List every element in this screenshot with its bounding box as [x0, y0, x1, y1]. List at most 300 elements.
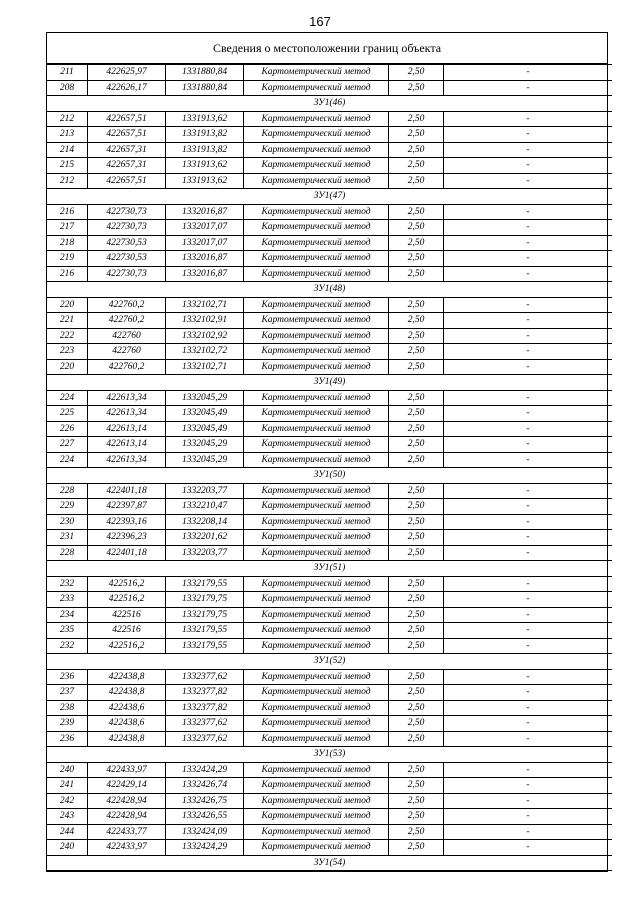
x-coordinate-cell: 422429,14	[88, 778, 166, 794]
y-coordinate-cell: 1332377,62	[166, 669, 244, 685]
point-number-cell: 238	[47, 700, 88, 716]
accuracy-cell: 2,50	[389, 313, 444, 329]
method-cell: Картометрический метод	[244, 499, 389, 515]
method-cell: Картометрический метод	[244, 328, 389, 344]
point-number-cell: 212	[47, 173, 88, 189]
point-number-cell: 227	[47, 437, 88, 453]
x-coordinate-cell: 422393,16	[88, 514, 166, 530]
note-cell: -	[444, 220, 613, 236]
x-coordinate-cell: 422516,2	[88, 638, 166, 654]
note-cell: -	[444, 437, 613, 453]
method-cell: Картометрический метод	[244, 762, 389, 778]
y-coordinate-cell: 1331913,82	[166, 142, 244, 158]
note-cell: -	[444, 111, 613, 127]
accuracy-cell: 2,50	[389, 127, 444, 143]
method-cell: Картометрический метод	[244, 840, 389, 856]
point-number-cell: 228	[47, 545, 88, 561]
accuracy-cell: 2,50	[389, 793, 444, 809]
note-cell: -	[444, 452, 613, 468]
method-cell: Картометрический метод	[244, 607, 389, 623]
y-coordinate-cell: 1332179,55	[166, 623, 244, 639]
y-coordinate-cell: 1331913,62	[166, 111, 244, 127]
parcel-label: ЗУ1(47)	[47, 189, 612, 205]
note-cell: -	[444, 685, 613, 701]
y-coordinate-cell: 1332179,55	[166, 576, 244, 592]
coordinates-table	[47, 64, 612, 871]
point-number-cell: 220	[47, 359, 88, 375]
accuracy-cell: 2,50	[389, 778, 444, 794]
table-row	[47, 251, 612, 267]
method-cell: Картометрический метод	[244, 344, 389, 360]
method-cell: Картометрический метод	[244, 514, 389, 530]
point-number-cell: 231	[47, 530, 88, 546]
table-row	[47, 406, 612, 422]
y-coordinate-cell: 1332045,29	[166, 437, 244, 453]
method-cell: Картометрический метод	[244, 437, 389, 453]
y-coordinate-cell: 1332208,14	[166, 514, 244, 530]
accuracy-cell: 2,50	[389, 328, 444, 344]
note-cell: -	[444, 778, 613, 794]
point-number-cell: 232	[47, 638, 88, 654]
x-coordinate-cell: 422613,34	[88, 406, 166, 422]
point-number-cell: 219	[47, 251, 88, 267]
table-row	[47, 778, 612, 794]
method-cell: Картометрический метод	[244, 266, 389, 282]
point-number-cell: 235	[47, 623, 88, 639]
note-cell: -	[444, 638, 613, 654]
note-cell: -	[444, 313, 613, 329]
table-row	[47, 421, 612, 437]
accuracy-cell: 2,50	[389, 685, 444, 701]
method-cell: Картометрический метод	[244, 592, 389, 608]
y-coordinate-cell: 1332201,62	[166, 530, 244, 546]
accuracy-cell: 2,50	[389, 437, 444, 453]
note-cell: -	[444, 762, 613, 778]
note-cell: -	[444, 421, 613, 437]
point-number-cell: 236	[47, 669, 88, 685]
x-coordinate-cell: 422433,97	[88, 762, 166, 778]
parcel-label: ЗУ1(53)	[47, 747, 612, 763]
accuracy-cell: 2,50	[389, 716, 444, 732]
note-cell: -	[444, 344, 613, 360]
y-coordinate-cell: 1332179,55	[166, 638, 244, 654]
y-coordinate-cell: 1332377,82	[166, 700, 244, 716]
accuracy-cell: 2,50	[389, 840, 444, 856]
y-coordinate-cell: 1332424,29	[166, 762, 244, 778]
table-row	[47, 623, 612, 639]
x-coordinate-cell: 422613,34	[88, 452, 166, 468]
point-number-cell: 236	[47, 731, 88, 747]
table-row	[47, 483, 612, 499]
note-cell: -	[444, 669, 613, 685]
x-coordinate-cell: 422657,51	[88, 173, 166, 189]
table-row	[47, 762, 612, 778]
parcel-label: ЗУ1(50)	[47, 468, 612, 484]
method-cell: Картометрический метод	[244, 173, 389, 189]
x-coordinate-cell: 422730,53	[88, 251, 166, 267]
accuracy-cell: 2,50	[389, 173, 444, 189]
method-cell: Картометрический метод	[244, 731, 389, 747]
point-number-cell: 241	[47, 778, 88, 794]
x-coordinate-cell: 422428,94	[88, 793, 166, 809]
accuracy-cell: 2,50	[389, 607, 444, 623]
method-cell: Картометрический метод	[244, 65, 389, 81]
y-coordinate-cell: 1332377,62	[166, 731, 244, 747]
method-cell: Картометрический метод	[244, 545, 389, 561]
table-row	[47, 592, 612, 608]
parcel-group-row	[47, 375, 612, 391]
y-coordinate-cell: 1332377,82	[166, 685, 244, 701]
note-cell: -	[444, 840, 613, 856]
note-cell: -	[444, 483, 613, 499]
accuracy-cell: 2,50	[389, 235, 444, 251]
table-row	[47, 731, 612, 747]
accuracy-cell: 2,50	[389, 390, 444, 406]
accuracy-cell: 2,50	[389, 483, 444, 499]
x-coordinate-cell: 422760,2	[88, 313, 166, 329]
accuracy-cell: 2,50	[389, 762, 444, 778]
table-row	[47, 638, 612, 654]
x-coordinate-cell: 422613,34	[88, 390, 166, 406]
table-row	[47, 359, 612, 375]
parcel-group-row	[47, 654, 612, 670]
accuracy-cell: 2,50	[389, 669, 444, 685]
y-coordinate-cell: 1332203,77	[166, 545, 244, 561]
accuracy-cell: 2,50	[389, 530, 444, 546]
point-number-cell: 216	[47, 204, 88, 220]
accuracy-cell: 2,50	[389, 452, 444, 468]
x-coordinate-cell: 422516,2	[88, 576, 166, 592]
note-cell: -	[444, 297, 613, 313]
accuracy-cell: 2,50	[389, 623, 444, 639]
method-cell: Картометрический метод	[244, 483, 389, 499]
point-number-cell: 228	[47, 483, 88, 499]
point-number-cell: 217	[47, 220, 88, 236]
y-coordinate-cell: 1332017,07	[166, 220, 244, 236]
method-cell: Картометрический метод	[244, 390, 389, 406]
table-row	[47, 158, 612, 174]
point-number-cell: 239	[47, 716, 88, 732]
table-row	[47, 111, 612, 127]
method-cell: Картометрический метод	[244, 127, 389, 143]
accuracy-cell: 2,50	[389, 638, 444, 654]
table-header: Сведения о местоположении границ объекта	[47, 33, 607, 64]
y-coordinate-cell: 1332179,75	[166, 607, 244, 623]
note-cell: -	[444, 545, 613, 561]
note-cell: -	[444, 235, 613, 251]
y-coordinate-cell: 1332102,72	[166, 344, 244, 360]
table-row	[47, 328, 612, 344]
method-cell: Картометрический метод	[244, 235, 389, 251]
y-coordinate-cell: 1332017,07	[166, 235, 244, 251]
x-coordinate-cell: 422428,94	[88, 809, 166, 825]
parcel-group-row	[47, 96, 612, 112]
y-coordinate-cell: 1332045,29	[166, 390, 244, 406]
method-cell: Картометрический метод	[244, 80, 389, 96]
table-row	[47, 809, 612, 825]
method-cell: Картометрический метод	[244, 313, 389, 329]
point-number-cell: 240	[47, 840, 88, 856]
y-coordinate-cell: 1332426,75	[166, 793, 244, 809]
y-coordinate-cell: 1332102,92	[166, 328, 244, 344]
table-row	[47, 576, 612, 592]
method-cell: Картометрический метод	[244, 530, 389, 546]
table-row	[47, 297, 612, 313]
table-row	[47, 127, 612, 143]
table-row	[47, 514, 612, 530]
y-coordinate-cell: 1332016,87	[166, 251, 244, 267]
note-cell: -	[444, 328, 613, 344]
method-cell: Картометрический метод	[244, 220, 389, 236]
point-number-cell: 208	[47, 80, 88, 96]
y-coordinate-cell: 1332102,71	[166, 359, 244, 375]
x-coordinate-cell: 422626,17	[88, 80, 166, 96]
table-row	[47, 607, 612, 623]
parcel-group-row	[47, 747, 612, 763]
x-coordinate-cell: 422438,8	[88, 685, 166, 701]
note-cell: -	[444, 809, 613, 825]
note-cell: -	[444, 127, 613, 143]
table-row	[47, 142, 612, 158]
method-cell: Картометрический метод	[244, 669, 389, 685]
x-coordinate-cell: 422516	[88, 623, 166, 639]
parcel-group-row	[47, 855, 612, 871]
point-number-cell: 222	[47, 328, 88, 344]
note-cell: -	[444, 793, 613, 809]
accuracy-cell: 2,50	[389, 514, 444, 530]
accuracy-cell: 2,50	[389, 80, 444, 96]
point-number-cell: 229	[47, 499, 88, 515]
method-cell: Картометрический метод	[244, 824, 389, 840]
note-cell: -	[444, 251, 613, 267]
parcel-label: ЗУ1(52)	[47, 654, 612, 670]
method-cell: Картометрический метод	[244, 204, 389, 220]
x-coordinate-cell: 422657,51	[88, 127, 166, 143]
y-coordinate-cell: 1332016,87	[166, 266, 244, 282]
point-number-cell: 230	[47, 514, 88, 530]
table-row	[47, 437, 612, 453]
x-coordinate-cell: 422760	[88, 328, 166, 344]
accuracy-cell: 2,50	[389, 251, 444, 267]
y-coordinate-cell: 1332102,91	[166, 313, 244, 329]
accuracy-cell: 2,50	[389, 220, 444, 236]
y-coordinate-cell: 1332426,74	[166, 778, 244, 794]
note-cell: -	[444, 530, 613, 546]
x-coordinate-cell: 422625,97	[88, 65, 166, 81]
x-coordinate-cell: 422657,51	[88, 111, 166, 127]
parcel-group-row	[47, 189, 612, 205]
point-number-cell: 234	[47, 607, 88, 623]
point-number-cell: 242	[47, 793, 88, 809]
y-coordinate-cell: 1332045,49	[166, 406, 244, 422]
table-row	[47, 840, 612, 856]
note-cell: -	[444, 576, 613, 592]
accuracy-cell: 2,50	[389, 545, 444, 561]
note-cell: -	[444, 65, 613, 81]
note-cell: -	[444, 359, 613, 375]
table-row	[47, 220, 612, 236]
x-coordinate-cell: 422433,97	[88, 840, 166, 856]
accuracy-cell: 2,50	[389, 297, 444, 313]
point-number-cell: 233	[47, 592, 88, 608]
parcel-group-row	[47, 282, 612, 298]
x-coordinate-cell: 422516,2	[88, 592, 166, 608]
accuracy-cell: 2,50	[389, 731, 444, 747]
table-row	[47, 700, 612, 716]
accuracy-cell: 2,50	[389, 700, 444, 716]
y-coordinate-cell: 1331913,62	[166, 158, 244, 174]
table-row	[47, 716, 612, 732]
table-row	[47, 545, 612, 561]
y-coordinate-cell: 1332426,55	[166, 809, 244, 825]
accuracy-cell: 2,50	[389, 65, 444, 81]
note-cell: -	[444, 623, 613, 639]
x-coordinate-cell: 422401,18	[88, 483, 166, 499]
x-coordinate-cell: 422613,14	[88, 437, 166, 453]
y-coordinate-cell: 1332377,62	[166, 716, 244, 732]
parcel-group-row	[47, 561, 612, 577]
note-cell: -	[444, 824, 613, 840]
note-cell: -	[444, 499, 613, 515]
note-cell: -	[444, 607, 613, 623]
note-cell: -	[444, 514, 613, 530]
note-cell: -	[444, 731, 613, 747]
method-cell: Картометрический метод	[244, 111, 389, 127]
note-cell: -	[444, 700, 613, 716]
y-coordinate-cell: 1331880,84	[166, 80, 244, 96]
x-coordinate-cell: 422516	[88, 607, 166, 623]
x-coordinate-cell: 422613,14	[88, 421, 166, 437]
point-number-cell: 220	[47, 297, 88, 313]
table-row	[47, 266, 612, 282]
x-coordinate-cell: 422657,31	[88, 142, 166, 158]
x-coordinate-cell: 422397,87	[88, 499, 166, 515]
accuracy-cell: 2,50	[389, 499, 444, 515]
note-cell: -	[444, 173, 613, 189]
y-coordinate-cell: 1332179,75	[166, 592, 244, 608]
point-number-cell: 237	[47, 685, 88, 701]
x-coordinate-cell: 422657,31	[88, 158, 166, 174]
parcel-group-row	[47, 468, 612, 484]
method-cell: Картометрический метод	[244, 809, 389, 825]
x-coordinate-cell: 422438,6	[88, 700, 166, 716]
method-cell: Картометрический метод	[244, 297, 389, 313]
parcel-label: ЗУ1(54)	[47, 855, 612, 871]
method-cell: Картометрический метод	[244, 685, 389, 701]
accuracy-cell: 2,50	[389, 809, 444, 825]
y-coordinate-cell: 1332102,71	[166, 297, 244, 313]
accuracy-cell: 2,50	[389, 824, 444, 840]
y-coordinate-cell: 1332016,87	[166, 204, 244, 220]
method-cell: Картометрический метод	[244, 778, 389, 794]
table-row	[47, 390, 612, 406]
boundary-table-frame	[46, 32, 608, 872]
parcel-label: ЗУ1(51)	[47, 561, 612, 577]
accuracy-cell: 2,50	[389, 266, 444, 282]
y-coordinate-cell: 1332424,09	[166, 824, 244, 840]
point-number-cell: 212	[47, 111, 88, 127]
point-number-cell: 243	[47, 809, 88, 825]
table-row	[47, 173, 612, 189]
note-cell: -	[444, 142, 613, 158]
note-cell: -	[444, 266, 613, 282]
table-row	[47, 499, 612, 515]
page-number: 167	[309, 14, 331, 29]
x-coordinate-cell: 422760,2	[88, 297, 166, 313]
method-cell: Картометрический метод	[244, 359, 389, 375]
accuracy-cell: 2,50	[389, 576, 444, 592]
point-number-cell: 221	[47, 313, 88, 329]
x-coordinate-cell: 422730,73	[88, 204, 166, 220]
y-coordinate-cell: 1331913,82	[166, 127, 244, 143]
x-coordinate-cell: 422730,73	[88, 266, 166, 282]
x-coordinate-cell: 422730,73	[88, 220, 166, 236]
table-row	[47, 824, 612, 840]
table-row	[47, 452, 612, 468]
accuracy-cell: 2,50	[389, 344, 444, 360]
point-number-cell: 225	[47, 406, 88, 422]
point-number-cell: 218	[47, 235, 88, 251]
x-coordinate-cell: 422396,23	[88, 530, 166, 546]
point-number-cell: 224	[47, 390, 88, 406]
y-coordinate-cell: 1332045,29	[166, 452, 244, 468]
table-row	[47, 669, 612, 685]
method-cell: Картометрический метод	[244, 576, 389, 592]
y-coordinate-cell: 1332210,47	[166, 499, 244, 515]
y-coordinate-cell: 1331913,62	[166, 173, 244, 189]
note-cell: -	[444, 406, 613, 422]
x-coordinate-cell: 422760,2	[88, 359, 166, 375]
x-coordinate-cell: 422730,53	[88, 235, 166, 251]
x-coordinate-cell: 422438,8	[88, 669, 166, 685]
note-cell: -	[444, 204, 613, 220]
table-row	[47, 685, 612, 701]
note-cell: -	[444, 390, 613, 406]
accuracy-cell: 2,50	[389, 142, 444, 158]
point-number-cell: 226	[47, 421, 88, 437]
table-row	[47, 204, 612, 220]
point-number-cell: 244	[47, 824, 88, 840]
method-cell: Картометрический метод	[244, 700, 389, 716]
accuracy-cell: 2,50	[389, 158, 444, 174]
table-row	[47, 65, 612, 81]
accuracy-cell: 2,50	[389, 406, 444, 422]
table-row	[47, 235, 612, 251]
point-number-cell: 232	[47, 576, 88, 592]
point-number-cell: 211	[47, 65, 88, 81]
point-number-cell: 213	[47, 127, 88, 143]
accuracy-cell: 2,50	[389, 359, 444, 375]
x-coordinate-cell: 422433,77	[88, 824, 166, 840]
x-coordinate-cell: 422760	[88, 344, 166, 360]
method-cell: Картометрический метод	[244, 638, 389, 654]
method-cell: Картометрический метод	[244, 421, 389, 437]
table-row	[47, 80, 612, 96]
note-cell: -	[444, 158, 613, 174]
point-number-cell: 240	[47, 762, 88, 778]
parcel-label: ЗУ1(48)	[47, 282, 612, 298]
point-number-cell: 214	[47, 142, 88, 158]
y-coordinate-cell: 1332424,29	[166, 840, 244, 856]
x-coordinate-cell: 422401,18	[88, 545, 166, 561]
accuracy-cell: 2,50	[389, 592, 444, 608]
method-cell: Картометрический метод	[244, 793, 389, 809]
method-cell: Картометрический метод	[244, 406, 389, 422]
note-cell: -	[444, 80, 613, 96]
table-row	[47, 530, 612, 546]
table-row	[47, 344, 612, 360]
method-cell: Картометрический метод	[244, 251, 389, 267]
